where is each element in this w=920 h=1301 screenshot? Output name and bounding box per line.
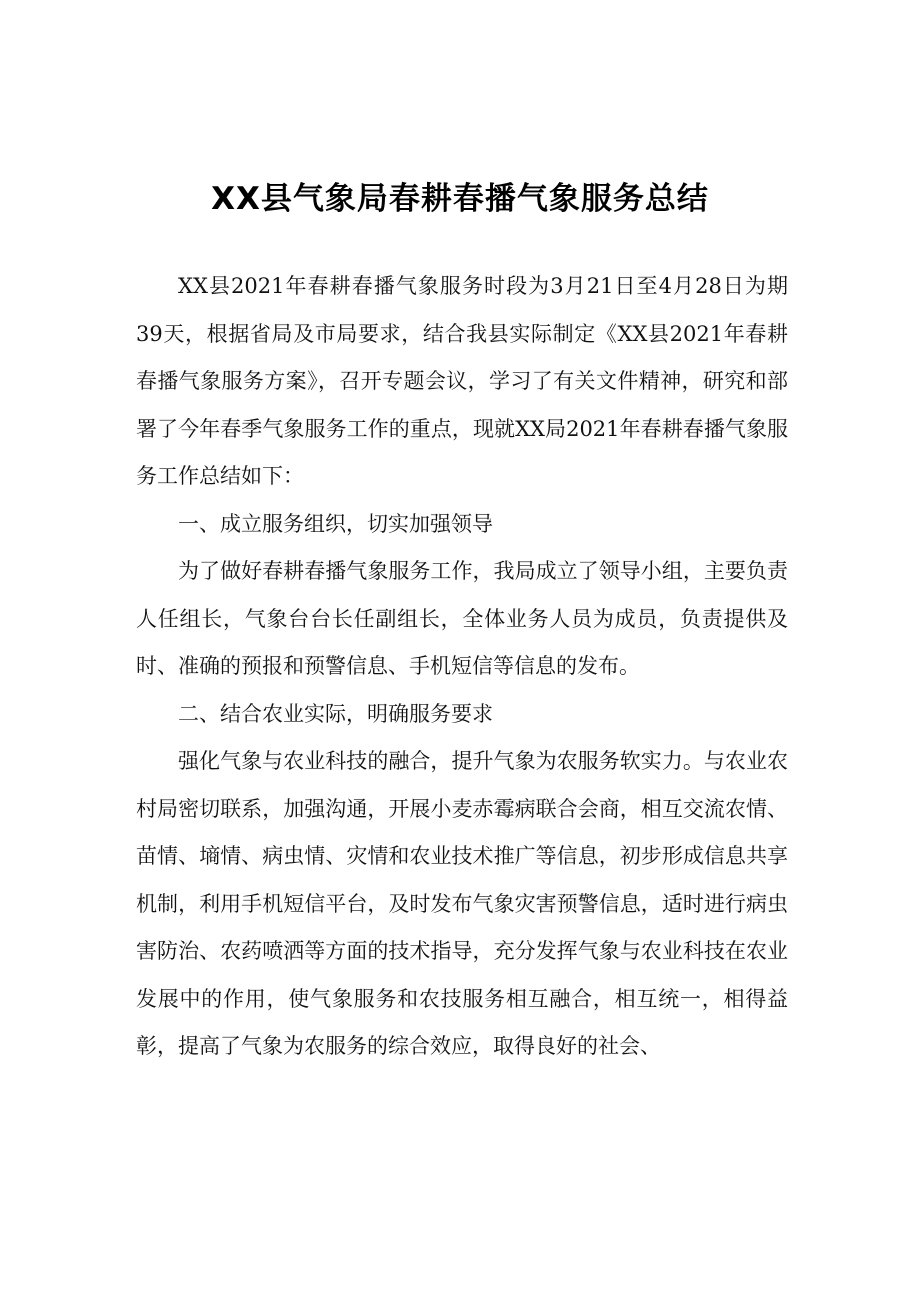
section-2-paragraph: 强化气象与农业科技的融合，提升气象为农服务软实力。与农业农村局密切联系，加强沟通，开展小麦赤霉病联合会商，相互交流农情、苗情、墒情、病虫情、灾情和农业技术推广等信息，初步形成信息共享机制，利用手机短信平台，及时发布气象灾害预警信息，适时进行病虫害防治、农药喷洒等方面的技术指导，充分发挥气象与农业科技在农业发展中的作用，使气象服务和农技服务相互融合，相互统一，相得益彰，提高了气象为农服务的综合效应，取得良好的社会、 (136, 749, 788, 1058)
section-heading-1: 一、成立服务组织，切实加强领导 (178, 511, 493, 536)
intro-paragraph: XX县2021年春耕春播气象服务时段为3月21日至4月28日为期39天，根据省局及市局要求，结合我县实际制定《XX县2021年春耕春播气象服务方案》，召开专题会议，学习了有关文件精神，研究和部署了今年春季气象服务工作的重点，现就XX局2021年春耕春播气象服务工作总结如下： (136, 274, 788, 488)
document-title: XX县气象局春耕春播气象服务总结 (211, 181, 709, 217)
section-heading-2: 二、结合农业实际，明确服务要求 (178, 701, 493, 726)
section-1-paragraph: 为了做好春耕春播气象服务工作，我局成立了领导小组，主要负责人任组长，气象台台长任副组长，全体业务人员为成员，负责提供及时、准确的预报和预警信息、手机短信等信息的发布。 (136, 559, 788, 678)
document-body (136, 263, 788, 1071)
